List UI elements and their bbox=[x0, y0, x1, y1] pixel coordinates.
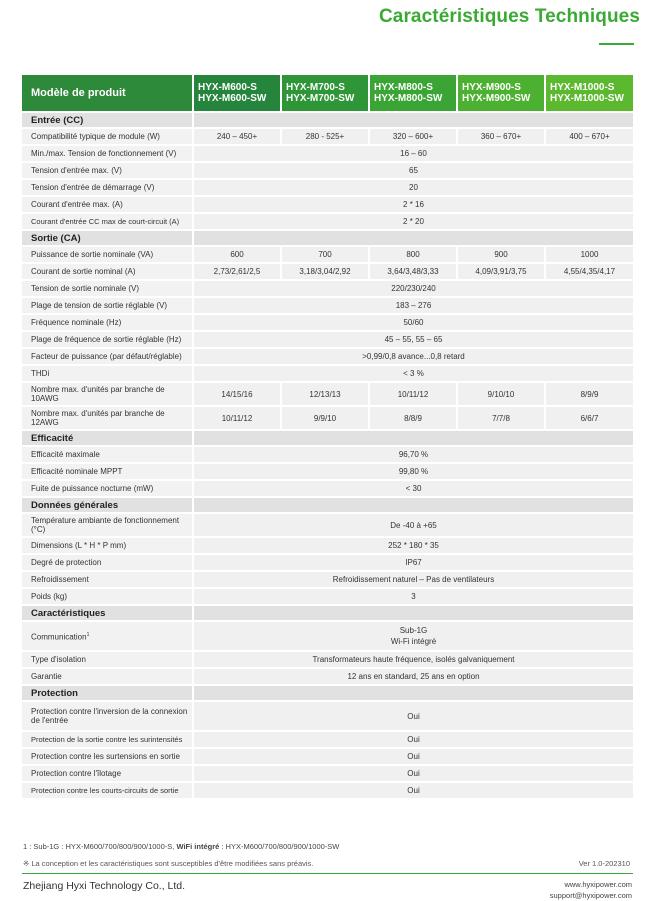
row-unites-10awg: Nombre max. d'unités par branche de 10AWG 14/15/16 12/13/13 10/11/12 9/10/10 8/9/9 bbox=[22, 382, 633, 406]
section-protection: Protection bbox=[22, 685, 633, 701]
row-degre-protection: Degré de protection IP67 bbox=[22, 554, 633, 571]
row-dimensions: Dimensions (L * H * P mm) 252 * 180 * 35 bbox=[22, 537, 633, 554]
row-tension-sortie: Tension de sortie nominale (V) 220/230/240 bbox=[22, 280, 633, 297]
header-row bbox=[22, 74, 633, 112]
row-ilotage: Protection contre l'îlotage Oui bbox=[22, 765, 633, 782]
section-efficacite: Efficacité bbox=[22, 430, 633, 446]
row-poids: Poids (kg) 3 bbox=[22, 588, 633, 605]
row-garantie: Garantie 12 ans en standard, 25 ans en option bbox=[22, 668, 633, 685]
row-refroidissement: Refroidissement Refroidissement naturel – Pas de ventilateurs bbox=[22, 571, 633, 588]
model-header-m900: HYX-M900-S HYX-M900-SW bbox=[457, 74, 545, 112]
website-link[interactable]: www.hyxipower.com bbox=[564, 880, 632, 889]
row-facteur-puissance: Facteur de puissance (par défaut/réglable) >0,99/0,8 avance...0,8 retard bbox=[22, 348, 633, 365]
company-name: Zhejiang Hyxi Technology Co., Ltd. bbox=[23, 880, 186, 892]
footnote-disclaimer: ※ La conception et les caractéristiques sont susceptibles d'être modifiées sans préavis. bbox=[23, 859, 314, 868]
section-caracteristiques: Caractéristiques bbox=[22, 605, 633, 621]
row-compatibilite: Compatibilité typique de module (W) 240 – 450+ 280 - 525+ 320 – 600+ 360 – 670+ 400 – 670+ bbox=[22, 128, 633, 145]
section-entree: Entrée (CC) bbox=[22, 112, 633, 128]
header-label: Modèle de produit bbox=[22, 74, 193, 112]
row-tension-fonctionnement: Min./max. Tension de fonctionnement (V) 16 – 60 bbox=[22, 145, 633, 162]
version-label: Ver 1.0-202310 bbox=[578, 859, 630, 868]
spec-table bbox=[22, 73, 633, 798]
model-header-m600: HYX-M600-S HYX-M600-SW bbox=[193, 74, 281, 112]
row-efficacite-mppt: Efficacité nominale MPPT 99,80 % bbox=[22, 463, 633, 480]
row-thdi: THDi < 3 % bbox=[22, 365, 633, 382]
page-title: Caractéristiques Techniques bbox=[378, 6, 640, 27]
footer-divider bbox=[22, 873, 633, 874]
row-fuite: Fuite de puissance nocturne (mW) < 30 bbox=[22, 480, 633, 497]
model-header-m1000: HYX-M1000-S HYX-M1000-SW bbox=[545, 74, 633, 112]
row-tension-entree-max: Tension d'entrée max. (V) 65 bbox=[22, 162, 633, 179]
row-surtensions: Protection contre les surtensions en sortie Oui bbox=[22, 748, 633, 765]
footnote-communication: 1 : Sub-1G : HYX-M600/700/800/900/1000-S, WiFi intégré : HYX-M600/700/800/900/1000-SW bbox=[23, 842, 340, 851]
row-frequence: Fréquence nominale (Hz) 50/60 bbox=[22, 314, 633, 331]
row-puissance-sortie: Puissance de sortie nominale (VA) 600 700 800 900 1000 bbox=[22, 246, 633, 263]
row-plage-tension: Plage de tension de sortie réglable (V) 183 – 276 bbox=[22, 297, 633, 314]
row-surintensites: Protection de la sortie contre les surintensités Oui bbox=[22, 731, 633, 748]
row-inversion: Protection contre l'inversion de la connexion de l'entrée Oui bbox=[22, 701, 633, 731]
row-courant-entree-max: Courant d'entrée max. (A) 2 * 16 bbox=[22, 196, 633, 213]
section-donnees-generales: Données générales bbox=[22, 497, 633, 513]
model-header-m700: HYX-M700-S HYX-M700-SW bbox=[281, 74, 369, 112]
email-link[interactable]: support@hyxipower.com bbox=[549, 891, 632, 900]
row-courts-circuits: Protection contre les courts-circuits de sortie Oui bbox=[22, 782, 633, 798]
section-sortie: Sortie (CA) bbox=[22, 230, 633, 246]
row-courant-court-circuit: Courant d'entrée CC max de court-circuit (A) 2 * 20 bbox=[22, 213, 633, 230]
row-temperature: Température ambiante de fonctionnement (°C) De -40 à +65 bbox=[22, 513, 633, 537]
row-isolation: Type d'isolation Transformateurs haute fréquence, isolés galvaniquement bbox=[22, 651, 633, 668]
row-courant-sortie: Courant de sortie nominal (A) 2,73/2,61/2,5 3,18/3,04/2,92 3,64/3,48/3,33 4,09/3,91/3,75 4,55/4,35/4,17 bbox=[22, 263, 633, 280]
row-efficacite-max: Efficacité maximale 96,70 % bbox=[22, 446, 633, 463]
contact-info bbox=[550, 879, 632, 901]
row-unites-12awg: Nombre max. d'unités par branche de 12AWG 10/11/12 9/9/10 8/8/9 7/7/8 6/6/7 bbox=[22, 406, 633, 430]
row-tension-demarrage: Tension d'entrée de démarrage (V) 20 bbox=[22, 179, 633, 196]
model-header-m800: HYX-M800-S HYX-M800-SW bbox=[369, 74, 457, 112]
row-communication: Communication$^1$ Sub-1G Wi-Fi intégré bbox=[22, 621, 633, 651]
title-underline bbox=[599, 43, 634, 45]
row-plage-frequence: Plage de fréquence de sortie réglable (Hz) 45 – 55, 55 – 65 bbox=[22, 331, 633, 348]
